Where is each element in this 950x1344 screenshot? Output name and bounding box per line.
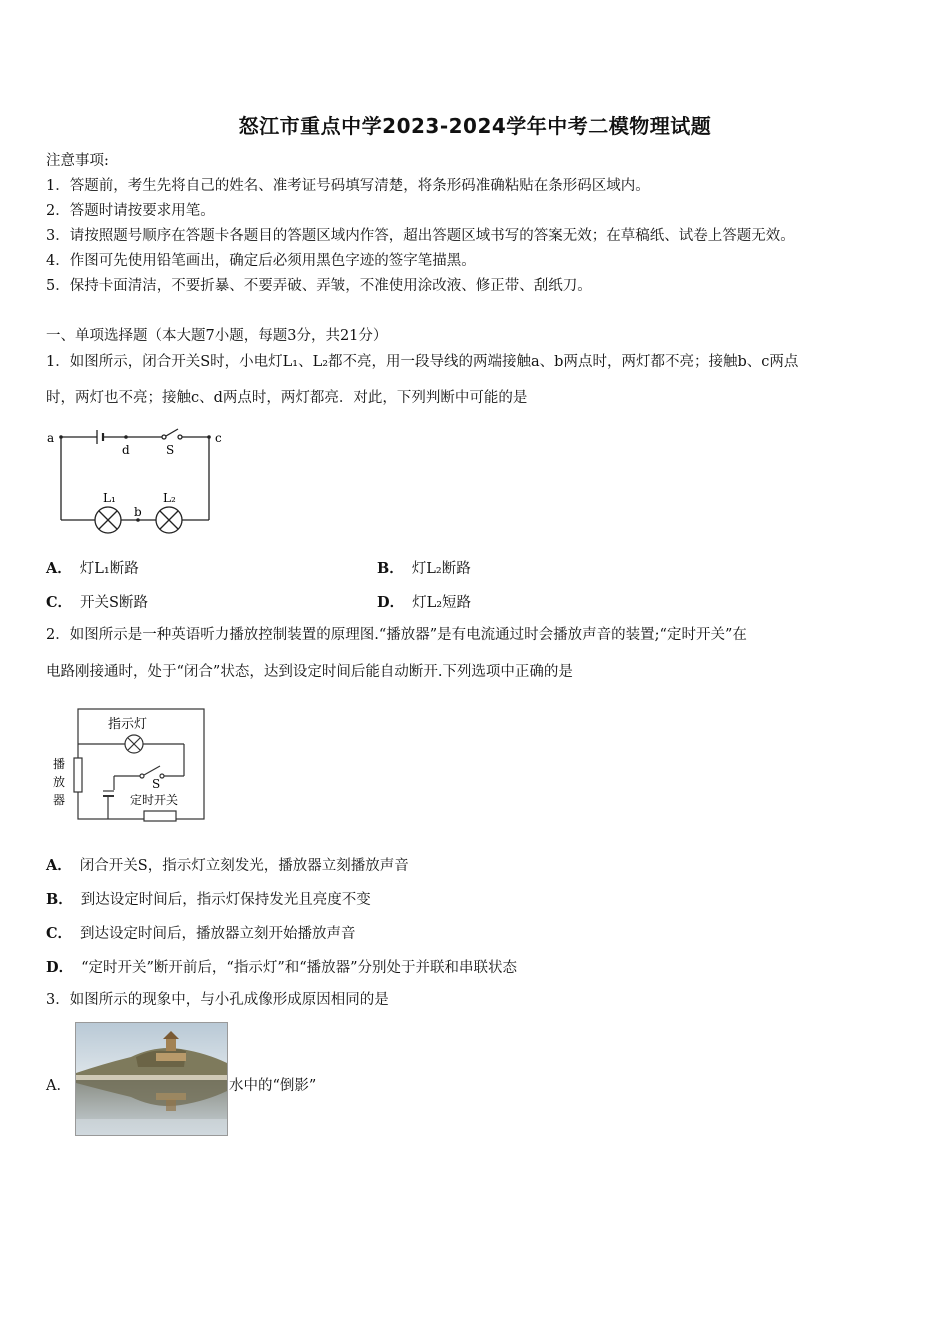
point-d-label: d [122, 443, 130, 457]
question-1-circuit-diagram [45, 424, 235, 542]
notice-item: 1．答题前，考生先将自己的姓名、准考证号码填写清楚，将条形码准确粘贴在条形码区域内。 [46, 178, 650, 194]
question-2-circuit-diagram [48, 706, 210, 824]
option-key: A． [46, 560, 72, 577]
option-text: “定时开关”断开前后，“指示灯”和“播放器”分别处于并联和串联状态 [81, 960, 518, 976]
option-b[interactable] [46, 888, 371, 909]
notice-item: 5．保持卡面清洁，不要折暴、不要弄破、弄皱，不准使用涂改液、修正带、刮纸刀。 [46, 278, 592, 294]
option-a-key[interactable]: A． [46, 1078, 71, 1094]
lamp-label: 指示灯 [108, 717, 148, 732]
option-text: 灯L₂断路 [411, 561, 471, 577]
question-1-text-cont: 时，两灯也不亮；接触c、d两点时，两灯都亮．对此，下列判断中可能的是 [46, 390, 528, 406]
notice-heading: 注意事项: [46, 153, 109, 169]
option-d[interactable] [377, 591, 471, 612]
option-text: 开关S断路 [80, 595, 148, 611]
timer-label: 定时开关 [130, 793, 179, 807]
option-text: 灯L₁断路 [79, 561, 139, 577]
notice-item: 2．答题时请按要求用笔。 [46, 203, 215, 219]
page-title: 怒江市重点中学2023-2024学年中考二模物理试题 [238, 114, 712, 138]
option-key: B． [46, 891, 73, 908]
option-text: 到达设定时间后，播放器立刻开始播放声音 [80, 926, 356, 942]
section-heading: 一、单项选择题（本大题7小题，每题3分，共21分） [46, 328, 388, 344]
question-2-text: 2．如图所示是一种英语听力播放控制装置的原理图.“播放器”是有电流通过时会播放声音的装置;“定时开关”在 [46, 627, 747, 643]
option-key: D． [377, 594, 405, 611]
option-key: C． [46, 925, 73, 942]
option-key: D． [46, 959, 74, 976]
question-3-text: 3．如图所示的现象中，与小孔成像形成原因相同的是 [46, 992, 389, 1008]
point-c-label: c [215, 431, 222, 445]
option-text: 灯L₂短路 [412, 595, 472, 611]
option-text: 到达设定时间后，指示灯保持发光且亮度不变 [80, 892, 371, 908]
notice-item: 3．请按照题号顺序在答题卡各题目的答题区域内作答，超出答题区域书写的答案无效；在草稿纸、试卷上答题无效。 [46, 228, 795, 244]
switch-s-label: S [166, 443, 175, 457]
player-label-1: 播 [53, 757, 66, 771]
question-1-text: 1．如图所示，闭合开关S时，小电灯L₁、L₂都不亮，用一段导线的两端接触a、b两点时，两灯都不亮；接触b、c两点 [46, 354, 799, 370]
player-label-2: 放 [53, 775, 66, 789]
lamp-l1-label: L₁ [103, 491, 116, 505]
point-a-label: a [47, 431, 55, 445]
reflection-photo [75, 1022, 228, 1136]
lamp-l2-label: L₂ [163, 491, 176, 505]
option-c[interactable] [46, 591, 148, 612]
option-a-text: 水中的“倒影” [229, 1078, 317, 1094]
option-a[interactable] [46, 557, 139, 578]
player-label-3: 器 [53, 793, 66, 807]
question-2-text-cont: 电路刚接通时，处于“闭合”状态，达到设定时间后能自动断开.下列选项中正确的是 [46, 664, 573, 680]
notice-item: 4．作图可先使用铅笔画出，确定后必须用黑色字迹的签字笔描黑。 [46, 253, 476, 269]
option-key: B． [377, 560, 404, 577]
point-b-label: b [134, 505, 142, 519]
switch-s-label: S [152, 777, 161, 791]
option-key: A． [46, 857, 72, 874]
option-a[interactable] [46, 854, 409, 875]
option-b[interactable] [377, 557, 471, 578]
option-key: C． [46, 594, 73, 611]
option-d[interactable] [46, 956, 517, 977]
option-c[interactable] [46, 922, 356, 943]
option-text: 闭合开关S，指示灯立刻发光，播放器立刻播放声音 [79, 858, 409, 874]
